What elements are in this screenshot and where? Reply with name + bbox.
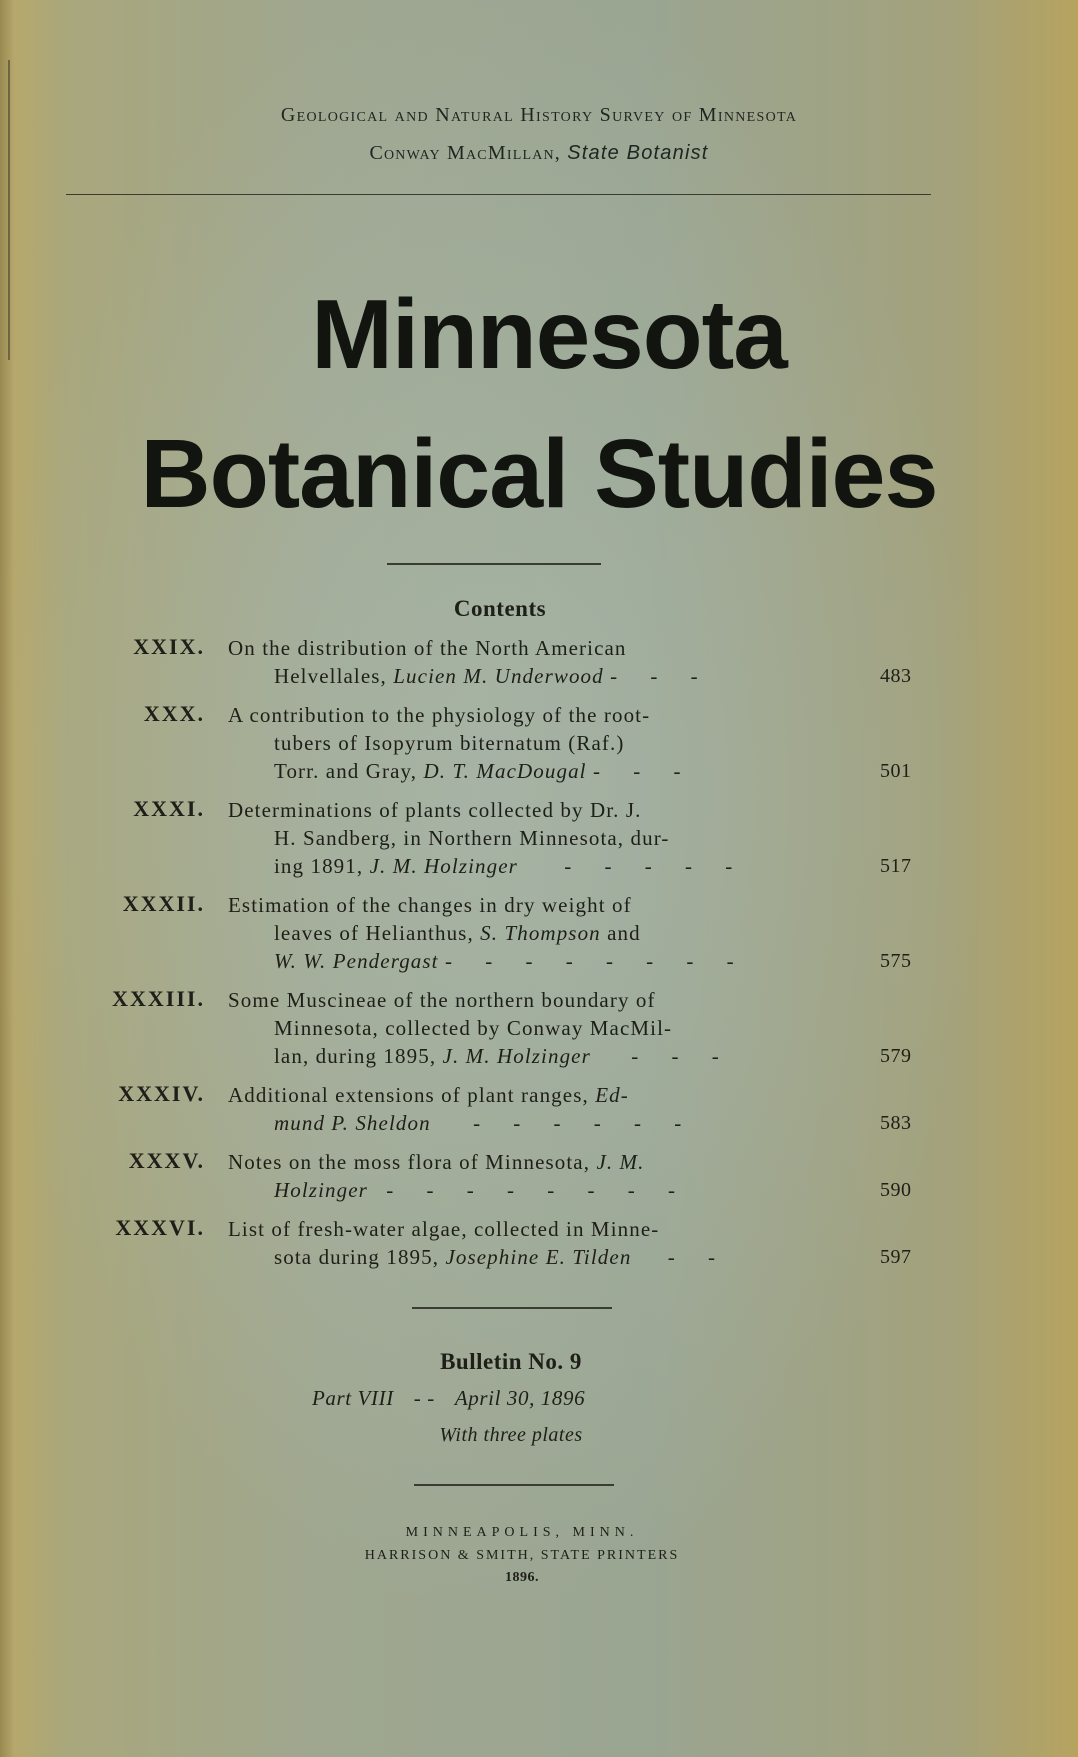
entry-line: Determinations of plants collected by Dr. J. [228, 798, 642, 822]
botanist-role: State Botanist [567, 142, 709, 164]
entry-line: mund P. Sheldon - - - - - - [274, 1111, 696, 1135]
bulletin-part-line: Part VIII - - April 30, 1896 [312, 1386, 586, 1410]
entry-line: H. Sandberg, in Northern Minnesota, dur- [274, 826, 670, 850]
title-rule [387, 563, 601, 565]
entry-line: Estimation of the changes in dry weight of [228, 893, 632, 917]
entry-line: List of fresh-water algae, collected in Minne- [228, 1217, 660, 1241]
header-rule [66, 194, 931, 195]
entry-page-number: 517 [880, 855, 912, 877]
entry-line: Notes on the moss flora of Minnesota, J. M. [228, 1150, 645, 1174]
state-botanist-line [0, 142, 1078, 165]
entry-author: D. T. MacDougal [423, 759, 587, 783]
bulletin-number: Bulletin No. 9 [440, 1349, 582, 1374]
entry-author: mund P. Sheldon [274, 1111, 431, 1135]
entry-author: Holzinger [274, 1178, 368, 1202]
entry-line: Helvellales, Lucien M. Underwood - - - [274, 664, 712, 688]
entry-number: XXXIII. [112, 986, 205, 1011]
entry-line: Additional extensions of plant ranges, Ed- [228, 1083, 629, 1107]
entry-line: Some Muscineae of the northern boundary of [228, 988, 656, 1012]
contents-heading: Contents [453, 596, 547, 621]
entry-number: XXX. [143, 701, 205, 726]
imprint-rule [414, 1484, 614, 1486]
imprint-printers: HARRISON & SMITH, STATE PRINTERS [364, 1548, 680, 1563]
page-edge [0, 0, 14, 1757]
bulletin-date: April 30, 1896 [454, 1386, 586, 1410]
entry-page-number: 483 [880, 665, 912, 687]
bulletin-plates: With three plates [439, 1424, 583, 1446]
entry-author: J. M. Holzinger [442, 1044, 591, 1068]
botanist-name: Conway MacMillan, [369, 142, 562, 164]
entry-author: S. Thompson [480, 921, 601, 945]
entry-line: On the distribution of the North American [228, 636, 627, 660]
title-line-2: Botanical Studies [140, 419, 938, 528]
entry-line: Holzinger - - - - - - - - [274, 1178, 689, 1202]
entry-number: XXXV. [128, 1148, 205, 1173]
entry-number: XXXI. [133, 796, 205, 821]
entry-line: A contribution to the physiology of the root- [228, 703, 651, 727]
entry-page-number: 583 [880, 1112, 912, 1134]
entry-author: W. W. Pendergast [274, 949, 439, 973]
entry-author: J. M. Holzinger [369, 854, 518, 878]
entry-line: ing 1891, J. M. Holzinger - - - - - [274, 854, 747, 878]
title-line-1: Minnesota [311, 279, 787, 389]
entry-page-number: 597 [880, 1246, 912, 1268]
imprint-year: 1896. [505, 1570, 539, 1585]
entry-line: leaves of Helianthus, S. Thompson and [274, 921, 641, 945]
entry-line: W. W. Pendergast - - - - - - - - [274, 949, 748, 973]
entry-line: sota during 1895, Josephine E. Tilden - - [274, 1245, 730, 1269]
bulletin-part: Part VIII [312, 1386, 394, 1410]
entry-author: Ed- [595, 1083, 629, 1107]
entry-number: XXXIV. [118, 1081, 205, 1106]
entry-page-number: 501 [880, 760, 912, 782]
entry-author: Josephine E. Tilden [445, 1245, 632, 1269]
entry-line: lan, during 1895, J. M. Holzinger - - - [274, 1044, 733, 1068]
entry-number: XXXII. [122, 891, 205, 916]
entry-page-number: 590 [880, 1179, 912, 1201]
entry-page-number: 575 [880, 950, 912, 972]
entry-author: J. M. [596, 1150, 645, 1174]
entry-author: Lucien M. Underwood [393, 664, 604, 688]
entry-line: Minnesota, collected by Conway MacMil- [274, 1016, 673, 1040]
entry-line: Torr. and Gray, D. T. MacDougal - - - [274, 759, 695, 783]
imprint-city: MINNEAPOLIS, MINN. [405, 1525, 639, 1540]
entry-page-number: 579 [880, 1045, 912, 1067]
contents-rule [412, 1307, 612, 1309]
entry-line: tubers of Isopyrum biternatum (Raf.) [274, 731, 625, 755]
survey-heading: Geological and Natural History Survey of Minnesota [280, 104, 798, 126]
entry-number: XXXVI. [115, 1215, 205, 1240]
entry-number: XXIX. [133, 634, 205, 659]
